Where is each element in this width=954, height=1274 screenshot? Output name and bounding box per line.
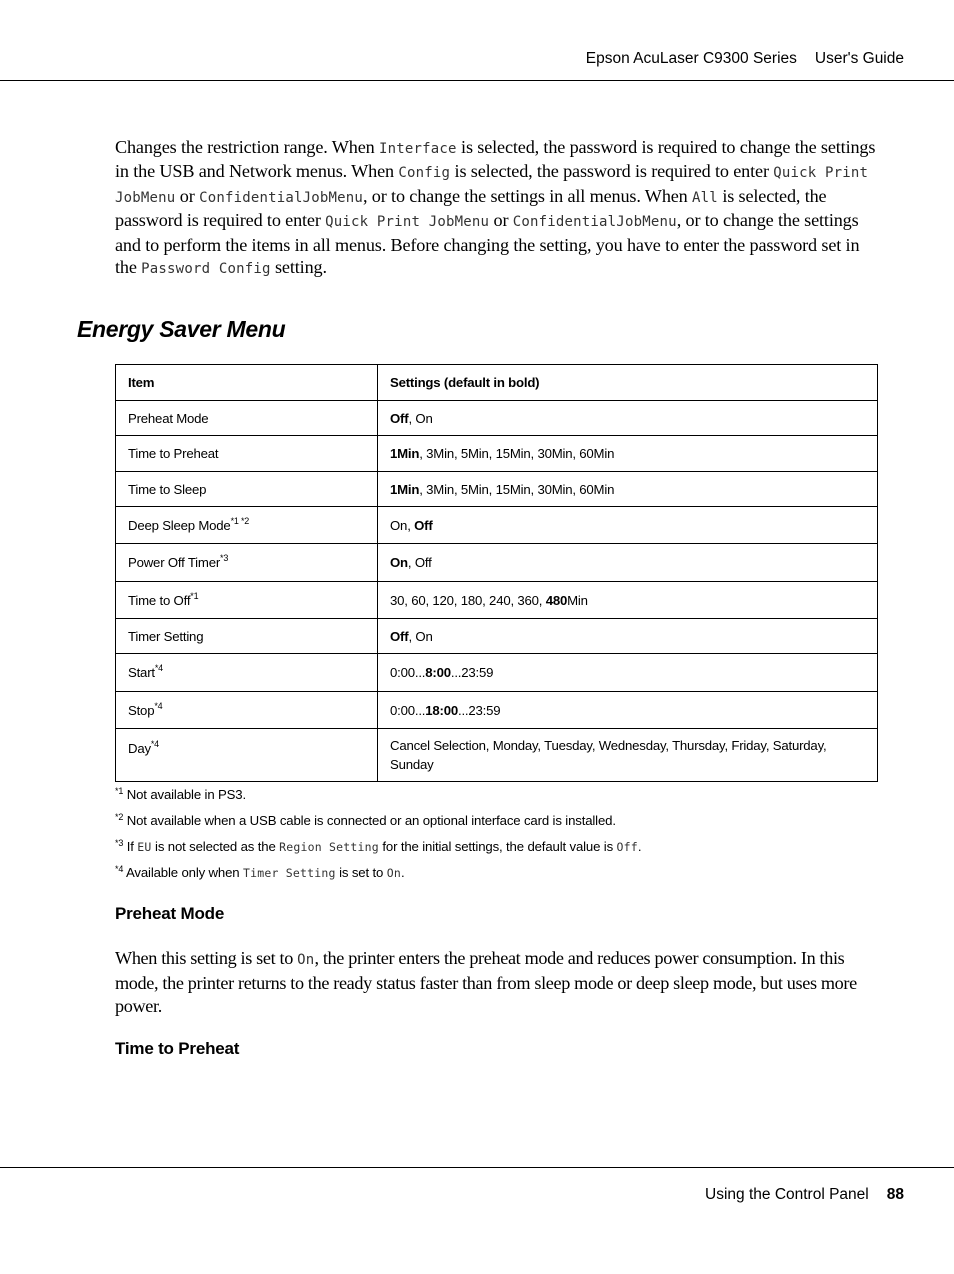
code-quick-print-jobmenu: Quick Print JobMenu [115, 165, 869, 206]
settings-text: , On [408, 628, 433, 644]
table-row [116, 507, 878, 544]
footnote-ref: *1 *2 [230, 515, 250, 526]
footnote-text: If [123, 839, 138, 854]
column-header-item: Item [116, 365, 378, 401]
code-interface: Interface [378, 141, 457, 157]
column-header-settings: Settings (default in bold) [378, 365, 878, 401]
item-label: Power Off Timer [128, 555, 221, 570]
table-row [116, 692, 878, 729]
code-config: Config [398, 165, 451, 182]
page-number: 88 [886, 1186, 904, 1203]
settings-cell [378, 436, 878, 472]
default-value: 1Min [390, 446, 420, 461]
code-off: Off [616, 840, 638, 854]
item-cell [116, 654, 378, 692]
text: , the printer enters the preheat mode and reduces power consumption. In this mode, the printer returns to the ready status faster than from sleep mode or deep sleep mode, but uses more power. [115, 948, 857, 1016]
code-confidential-jobmenu: ConfidentialJobMenu [512, 214, 677, 231]
item-cell [116, 507, 378, 544]
footnote-text: is set to [335, 865, 387, 880]
settings-text: On, [390, 517, 415, 533]
footnote-text: . [637, 839, 642, 854]
code-region-setting: Region Setting [279, 840, 379, 854]
footnote-mark: *1 [115, 786, 124, 796]
table-row [116, 582, 878, 619]
settings-cell [378, 619, 878, 654]
text: is selected, the password is required to enter [450, 161, 774, 182]
text: or [175, 185, 200, 206]
settings-cell [378, 544, 878, 582]
settings-cell [378, 582, 878, 619]
footnote-text: for the initial settings, the default value is [378, 839, 617, 854]
table-header-row [116, 365, 878, 401]
footnote-text: Not available when a USB cable is connected or an optional interface card is installed. [123, 813, 616, 828]
footnote-ref: *4 [150, 739, 159, 749]
settings-cell [378, 472, 878, 507]
text: Changes the restriction range. When [115, 137, 379, 157]
code-all: All [692, 189, 718, 206]
item-label: Deep Sleep Mode [128, 517, 231, 533]
footnote-ref: *4 [154, 700, 163, 711]
footnote-ref: *4 [154, 663, 163, 673]
text: is selected, the password is required to change the settings in the USB and Network menus. When [115, 137, 876, 182]
default-value: Off [390, 628, 409, 644]
code-timer-setting: Timer Setting [243, 866, 336, 880]
footnote-text: . [400, 865, 405, 880]
settings-cell [378, 692, 878, 729]
table-row [116, 544, 878, 582]
energy-saver-table [115, 364, 878, 782]
settings-text: Min [567, 592, 588, 608]
settings-cell [378, 401, 878, 436]
footnote-text: Not available in PS3. [123, 787, 247, 802]
text: , or to change the settings and to perform the items in all menus. Before changing the setting, you have to enter the password set in the [115, 210, 860, 278]
item-cell [116, 401, 378, 436]
default-value: Off [414, 517, 433, 533]
code-eu: EU [137, 840, 152, 854]
settings-text: 0:00... [390, 665, 426, 680]
text: setting. [270, 257, 327, 278]
settings-text: ...23:59 [450, 665, 494, 680]
settings-text: , Off [407, 555, 432, 570]
code-on: On [386, 866, 401, 880]
item-label: Time to Off [128, 592, 191, 608]
code-quick-print-jobmenu: Quick Print JobMenu [325, 214, 490, 231]
table-row [116, 729, 878, 782]
settings-text: ...23:59 [458, 702, 501, 718]
code-password-config: Password Config [141, 261, 271, 278]
chapter-title: Using the Control Panel [705, 1186, 869, 1203]
table-row [116, 654, 878, 692]
table-row [116, 472, 878, 507]
footnote-2 [115, 811, 641, 837]
footnote-1 [115, 785, 641, 811]
settings-text: , 3Min, 5Min, 15Min, 30Min, 60Min [419, 446, 615, 461]
section-title: Energy Saver Menu [77, 316, 286, 342]
table-row [116, 619, 878, 654]
settings-text: 0:00... [390, 702, 426, 718]
intro-paragraph [115, 136, 880, 280]
text: is selected, the password is required to enter [115, 185, 827, 231]
item-label: Day [128, 741, 151, 756]
item-cell [116, 729, 378, 782]
text: or [489, 210, 513, 231]
default-value: Off [390, 410, 409, 426]
time-to-preheat-heading: Time to Preheat [115, 1039, 240, 1058]
guide-name: User's Guide [814, 50, 904, 67]
table-row [116, 401, 878, 436]
footer-divider [0, 1167, 954, 1168]
footnote-text: Available only when [123, 865, 243, 880]
table-row [116, 436, 878, 472]
running-footer [705, 1186, 904, 1204]
item-cell [116, 692, 378, 729]
footnote-mark: *3 [115, 838, 124, 848]
item-cell [116, 619, 378, 654]
item-cell [116, 582, 378, 619]
footnote-ref: *1 [190, 590, 199, 601]
item-cell [116, 544, 378, 582]
footnote-3 [115, 837, 641, 863]
settings-cell [378, 507, 878, 544]
table-footnotes [115, 785, 641, 889]
item-label: Time to Sleep [128, 481, 207, 497]
footnote-4 [115, 863, 641, 889]
running-header [586, 50, 904, 68]
item-label: Stop [128, 702, 155, 718]
default-value: On [390, 555, 408, 570]
item-cell [116, 436, 378, 472]
default-value: 8:00 [425, 665, 451, 680]
settings-cell [378, 729, 878, 782]
default-value: 18:00 [425, 702, 458, 718]
footnote-text: is not selected as the [151, 839, 280, 854]
preheat-mode-paragraph [115, 947, 880, 1018]
product-name: Epson AcuLaser C9300 Series [585, 50, 797, 67]
settings-text: Cancel Selection, Monday, Tuesday, Wednesday, Thursday, Friday, Saturday, Sunday [390, 738, 827, 772]
footnote-ref: *3 [220, 553, 229, 563]
settings-cell [378, 654, 878, 692]
header-divider [0, 80, 954, 81]
preheat-mode-heading: Preheat Mode [115, 904, 225, 923]
settings-text: 30, 60, 120, 180, 240, 360, [390, 592, 546, 608]
item-label: Time to Preheat [128, 446, 219, 461]
default-value: 480 [545, 592, 568, 608]
settings-text: , On [408, 410, 433, 426]
code-confidential-jobmenu: ConfidentialJobMenu [199, 189, 364, 206]
item-label: Timer Setting [128, 628, 204, 644]
item-cell [116, 472, 378, 507]
code-on: On [297, 952, 315, 968]
item-label: Start [128, 665, 155, 680]
item-label: Preheat Mode [128, 410, 209, 426]
footnote-mark: *4 [115, 864, 124, 874]
footnote-mark: *2 [115, 812, 124, 822]
text: When this setting is set to [115, 948, 298, 968]
default-value: 1Min [390, 481, 420, 497]
text: , or to change the settings in all menus. When [363, 185, 693, 206]
settings-text: , 3Min, 5Min, 15Min, 30Min, 60Min [419, 481, 615, 497]
